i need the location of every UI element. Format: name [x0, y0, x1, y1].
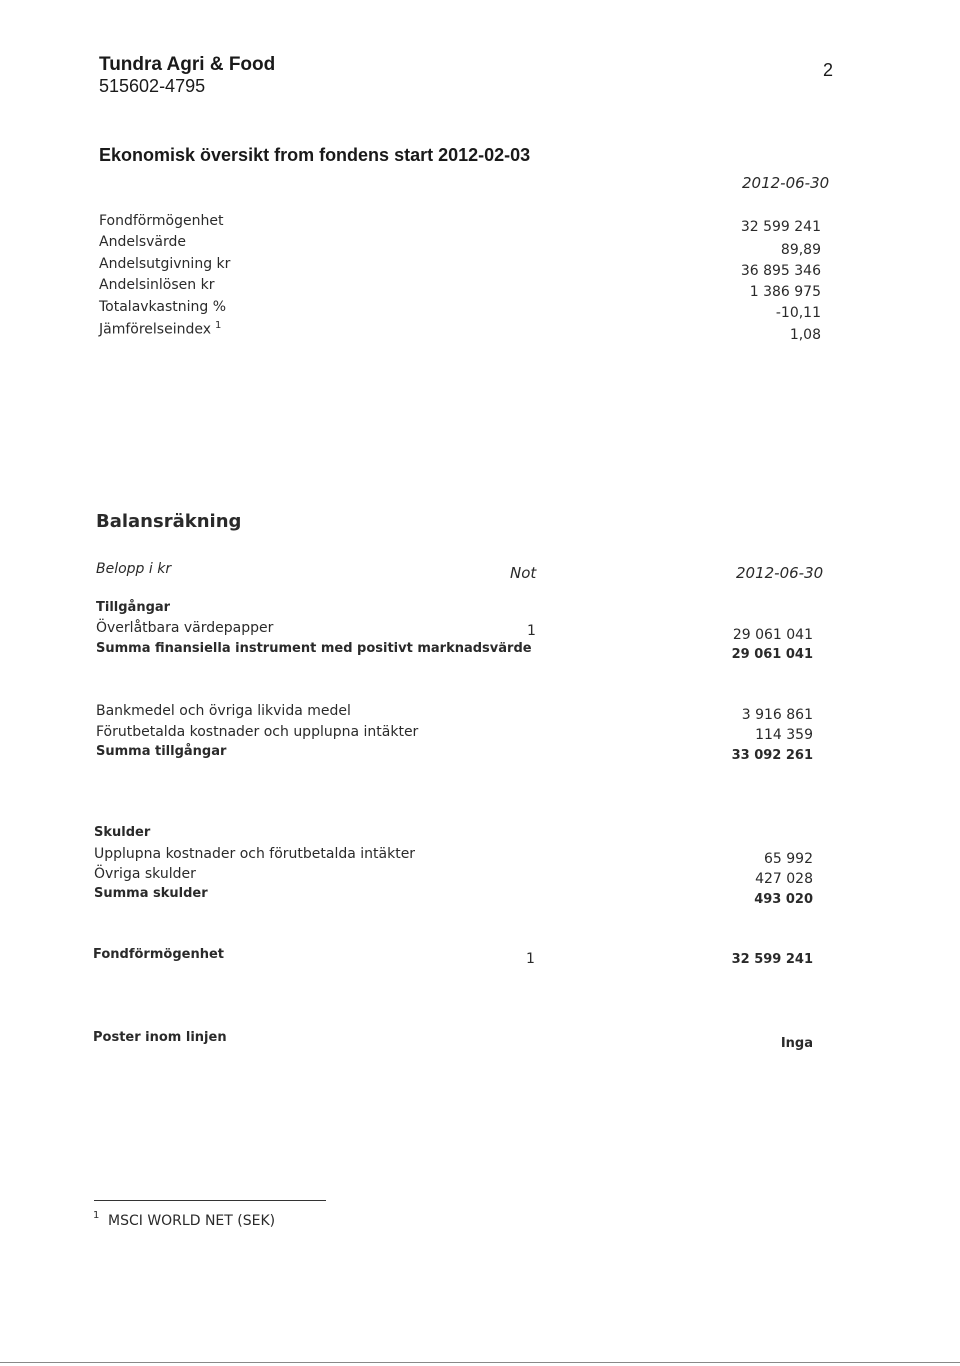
overview-value: 89,89	[780, 242, 821, 258]
balance-row-label: Förutbetalda kostnader och upplupna intäkter	[96, 724, 419, 740]
balance-row-value: 33 092 261	[731, 748, 813, 763]
overview-value: 36 895 346	[740, 263, 821, 279]
balance-col-label: Belopp i kr	[96, 561, 172, 577]
overview-label: Fondförmögenhet	[99, 213, 224, 229]
off-balance-value: Inga	[780, 1036, 813, 1051]
balance-row-label: Summa skulder	[94, 886, 208, 901]
overview-title: Ekonomisk översikt from fondens start 2012-02-03	[99, 145, 531, 165]
overview-value: -10,11	[775, 305, 821, 321]
off-balance-label: Poster inom linjen	[93, 1030, 227, 1045]
balance-row-value: 29 061 041	[732, 627, 813, 643]
assets-heading: Tillgångar	[96, 600, 171, 615]
overview-value: 32 599 241	[740, 219, 821, 235]
overview-label: Andelsvärde	[99, 234, 187, 250]
balance-col-note: Not	[510, 564, 537, 582]
balance-row-value: 493 020	[754, 892, 813, 907]
overview-label: Andelsutgivning kr	[99, 256, 231, 272]
fund-assets-label: Fondförmögenhet	[93, 947, 224, 962]
balance-row-value: 29 061 041	[731, 647, 813, 662]
footnote-marker: 1	[93, 1210, 100, 1221]
overview-label: Andelsinlösen kr	[99, 277, 215, 293]
org-number: 515602-4795	[99, 76, 206, 96]
footnote-rule	[94, 1200, 326, 1201]
balance-col-date: 2012-06-30	[736, 564, 824, 582]
overview-date-header: 2012-06-30	[742, 174, 830, 192]
footnote-ref: 1	[215, 320, 222, 331]
page-edge-line	[0, 1362, 960, 1363]
balance-row-value: 114 359	[755, 727, 813, 743]
balance-row-label: Upplupna kostnader och förutbetalda intäkter	[94, 846, 416, 862]
balance-row-label: Överlåtbara värdepapper	[96, 620, 274, 636]
balance-row-label: Summa finansiella instrument med positivt marknadsvärde	[96, 641, 532, 656]
company-name: Tundra Agri & Food	[99, 54, 276, 75]
footnote-text: MSCI WORLD NET (SEK)	[108, 1213, 276, 1229]
page-number: 2	[823, 60, 834, 80]
balance-row-label: Övriga skulder	[94, 866, 196, 882]
balance-row-label: Summa tillgångar	[96, 744, 227, 759]
overview-label: Totalavkastning %	[99, 299, 227, 315]
balance-row-note: 1	[527, 623, 536, 639]
balance-title: Balansräkning	[96, 511, 242, 532]
fund-assets-value: 32 599 241	[731, 952, 813, 967]
fund-assets-note: 1	[526, 951, 535, 967]
overview-label: Jämförelseindex $^1$	[99, 320, 222, 338]
balance-row-value: 427 028	[755, 871, 813, 887]
overview-value: 1,08	[789, 327, 821, 343]
liabilities-heading: Skulder	[94, 825, 151, 840]
balance-row-value: 3 916 861	[741, 707, 813, 723]
overview-value: 1 386 975	[749, 284, 821, 300]
balance-row-label: Bankmedel och övriga likvida medel	[96, 703, 351, 719]
balance-row-value: 65 992	[764, 851, 813, 867]
